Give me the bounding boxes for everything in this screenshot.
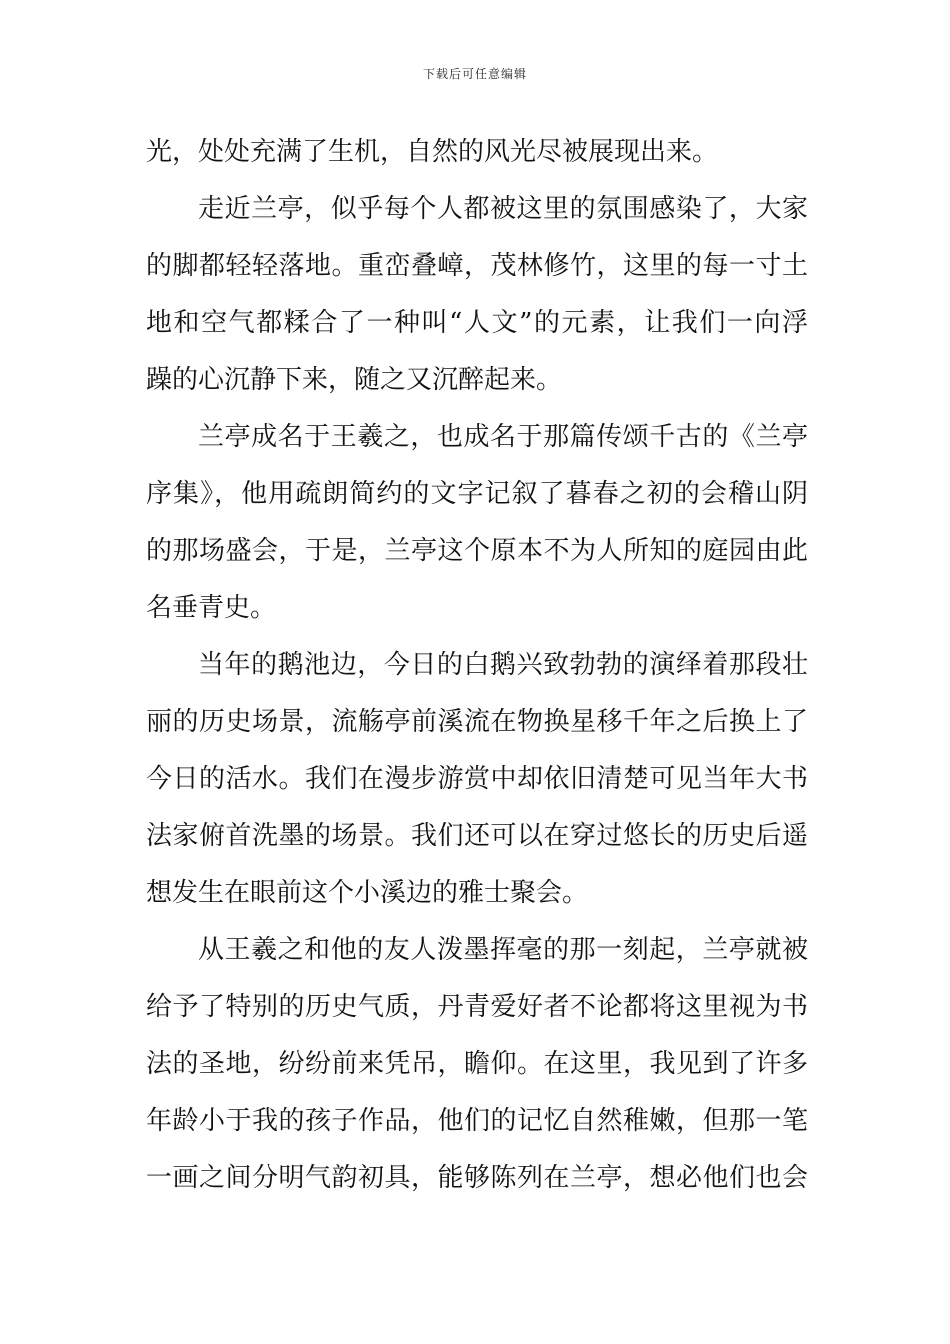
text-line: 从王羲之和他的友人泼墨挥毫的那一刻起，兰亭就被 (198, 935, 808, 965)
page-header: 下载后可任意编辑 (422, 67, 527, 81)
text-line: 丽的历史场景，流觞亭前溪流在物换星移千年之后换上了 (146, 707, 808, 737)
text-line: 当年的鹅池边，今日的白鹅兴致勃勃的演绎着那段壮 (198, 650, 808, 680)
text-line: 一画之间分明气韵初具，能够陈列在兰亭，想必他们也会 (146, 1163, 808, 1193)
text-line: 光，处处充满了生机，自然的风光尽被展现出来。 (146, 137, 719, 167)
text-line: 法家俯首洗墨的场景。我们还可以在穿过悠长的历史后遥 (146, 821, 808, 851)
text-line: 想发生在眼前这个小溪边的雅士聚会。 (146, 878, 589, 908)
text-line: 的脚都轻轻落地。重峦叠嶂，茂林修竹，这里的每一寸土 (146, 251, 808, 281)
text-line: 年龄小于我的孩子作品，他们的记忆自然稚嫩，但那一笔 (146, 1106, 808, 1136)
text-line: 躁的心沉静下来，随之又沉醉起来。 (146, 365, 563, 395)
text-line: 法的圣地，纷纷前来凭吊，瞻仰。在这里，我见到了许多 (146, 1049, 808, 1079)
text-line: 兰亭成名于王羲之，也成名于那篇传颂千古的《兰亭 (198, 422, 808, 452)
text-line: 序集》，他用疏朗简约的文字记叙了暮春之初的会稽山阴 (146, 479, 808, 509)
text-line: 地和空气都糅合了一种叫“人文”的元素，让我们一向浮 (146, 308, 808, 338)
document-body (146, 130, 808, 1213)
text-line: 的那场盛会，于是，兰亭这个原本不为人所知的庭园由此 (146, 536, 808, 566)
text-line: 今日的活水。我们在漫步游赏中却依旧清楚可见当年大书 (146, 764, 808, 794)
text-line: 给予了特别的历史气质，丹青爱好者不论都将这里视为书 (146, 992, 808, 1022)
text-line: 名垂青史。 (146, 593, 277, 623)
text-line: 走近兰亭，似乎每个人都被这里的氛围感染了，大家 (198, 194, 808, 224)
